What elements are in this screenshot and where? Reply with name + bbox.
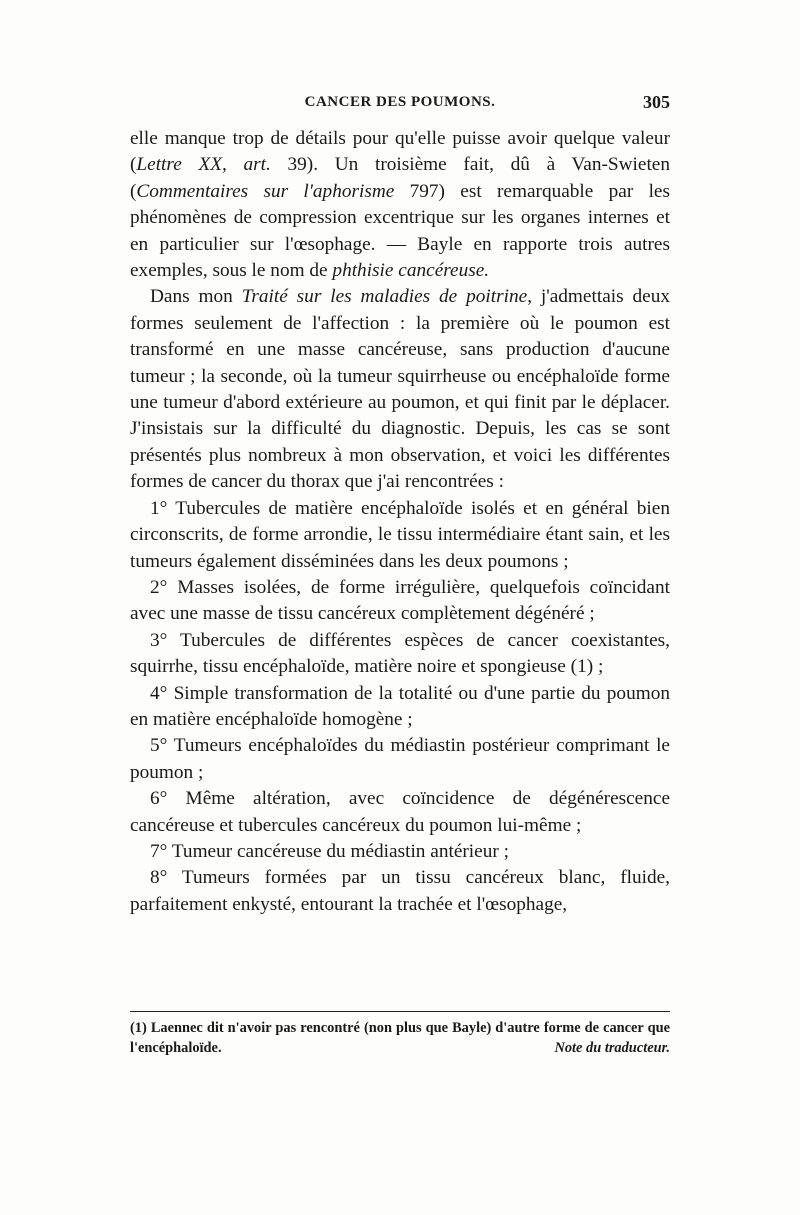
list-item-2: 2° Masses isolées, de forme irrégulière, quelquefois coïncidant avec une masse de tissu cancéreux complètement dégénéré ; [130, 576, 670, 625]
footnote [130, 1018, 670, 1058]
text-run: , j'admettais deux formes seulement de l'affection : la première où le poumon est transformé en une masse cancéreuse, sans production d'aucune tumeur ; la seconde, où la tumeur squirrheuse ou encéphaloïde forme une tumeur d'abord extérieure au poumon, et qui finit par le déplacer. J'insistais sur la difficulté du diagnostic. Depuis, les cas se sont présentés plus nombreux à mon observation, et voici les différentes formes de cancer du thorax que j'ai rencontrées : [130, 286, 670, 493]
citation-lettre: Lettre XX, art. [136, 154, 271, 176]
citation-commentaires: Commentaires sur l'aphorisme [136, 180, 395, 202]
running-title: CANCER DES POUMONS. [304, 94, 496, 110]
text-run: 39). Un troisième fait, dû à Van-Swieten ( [130, 154, 671, 202]
footnote-divider [130, 1011, 670, 1012]
page-number: 305 [643, 92, 670, 112]
list-item-5: 5° Tumeurs encéphaloïdes du médiastin postérieur comprimant le poumon ; [130, 735, 670, 783]
main-text [130, 126, 670, 918]
list-item-6: 6° Même altération, avec coïncidence de dégénérescence cancéreuse et tubercules cancéreux du poumon lui-même ; [130, 788, 670, 836]
footnote-text: (1) Laennec dit n'avoir pas rencontré (non plus que Bayle) d'autre forme de cancer que l'encéphaloïde. [130, 1020, 670, 1056]
list-item-1: 1° Tubercules de matière encéphaloïde isolés et en général bien circonscrits, de forme arrondie, le tissu intermédiaire étant sain, et les tumeurs également disséminées dans les deux poumons ; [130, 497, 670, 572]
footnote-credit: Note du traducteur. [554, 1040, 670, 1056]
text-run: elle manque trop de détails pour qu'elle puisse avoir quelque valeur ( [130, 128, 670, 176]
text-run: 797) est remarquable par les phénomènes de compression excentrique sur les organes internes et en particulier sur l'œsophage. — Bayle en rapporte trois autres exemples, sous le nom de [130, 180, 670, 282]
list-item-4: 4° Simple transformation de la totalité ou d'une partie du poumon en matière encéphaloïde homogène ; [130, 682, 670, 730]
paragraph-2 [130, 284, 670, 495]
list-item-3: 3° Tubercules de différentes espèces de cancer coexistantes, squirrhe, tissu encéphaloïde, matière noire et spongieuse (1) ; [130, 629, 670, 678]
footnote-text-block [130, 1018, 670, 1058]
list-item-7: 7° Tumeur cancéreuse du médiastin antérieur ; [150, 840, 509, 862]
paragraph-1 [130, 126, 670, 284]
text-run: Dans mon [150, 286, 242, 308]
running-header [130, 94, 670, 118]
list-item-8: 8° Tumeurs formées par un tissu cancéreux blanc, fluide, parfaitement enkysté, entourant la trachée et l'œsophage, [130, 867, 670, 915]
term-phthisie: phthisie cancéreuse. [332, 260, 490, 282]
citation-traite: Traité sur les maladies de poitrine [241, 286, 528, 308]
